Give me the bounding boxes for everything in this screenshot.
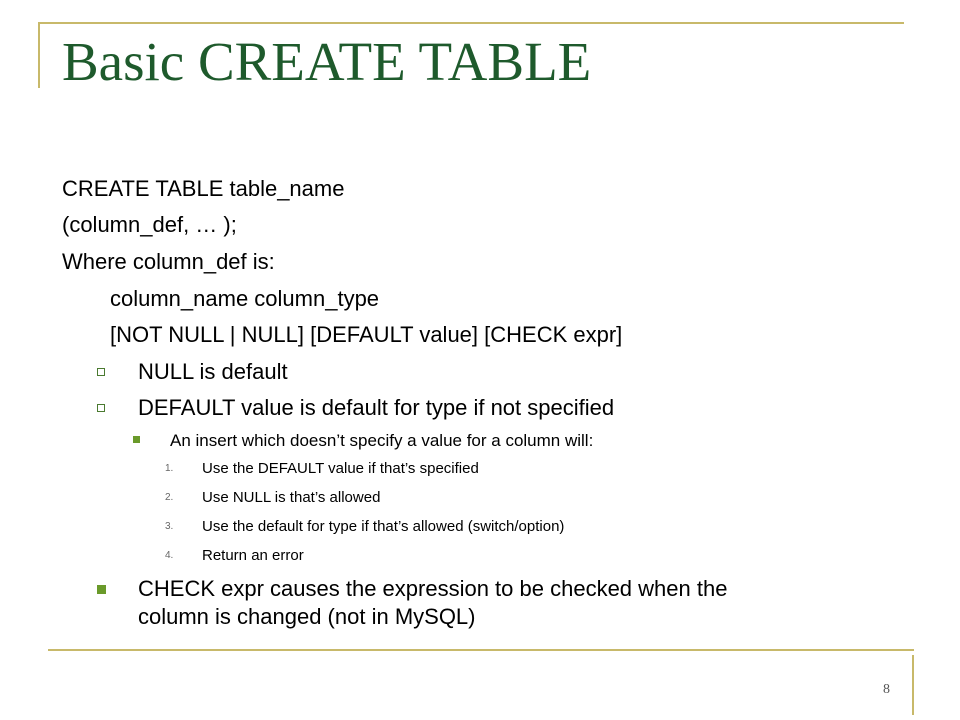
page-number: 8	[883, 682, 890, 697]
syntax-line-3: Where column_def is:	[62, 249, 275, 274]
bottom-rule	[48, 649, 914, 651]
bullet-null-default: NULL is default	[138, 359, 288, 384]
syntax-line-2: (column_def, … );	[62, 212, 237, 237]
list-number: 3.	[165, 521, 174, 532]
numbered-item-3: Use the default for type if that’s allowed (switch/option)	[202, 518, 565, 535]
filled-square-bullet-icon	[133, 436, 140, 443]
hollow-square-bullet-icon	[97, 404, 105, 412]
list-number: 1.	[165, 463, 174, 474]
right-rule	[912, 655, 914, 715]
syntax-line-1: CREATE TABLE table_name	[62, 176, 345, 201]
numbered-item-2: Use NULL is that’s allowed	[202, 489, 381, 506]
numbered-item-1: Use the DEFAULT value if that’s specified	[202, 460, 479, 477]
filled-square-bullet-icon	[97, 585, 106, 594]
syntax-line-5: [NOT NULL | NULL] [DEFAULT value] [CHECK expr]	[110, 322, 623, 347]
numbered-item-4: Return an error	[202, 547, 304, 564]
sub-bullet-insert: An insert which doesn’t specify a value for a column will:	[170, 431, 594, 450]
list-number: 4.	[165, 550, 174, 561]
check-bullet-line-1: CHECK expr causes the expression to be checked when the	[138, 576, 728, 601]
syntax-line-4: column_name column_type	[110, 286, 380, 311]
check-bullet-line-2: column is changed (not in MySQL)	[138, 604, 476, 629]
top-rule	[38, 22, 904, 24]
left-rule	[38, 22, 40, 88]
slide-title: Basic CREATE TABLE	[62, 31, 592, 92]
hollow-square-bullet-icon	[97, 368, 105, 376]
list-number: 2.	[165, 492, 174, 503]
bullet-default-value: DEFAULT value is default for type if not specified	[138, 395, 615, 420]
